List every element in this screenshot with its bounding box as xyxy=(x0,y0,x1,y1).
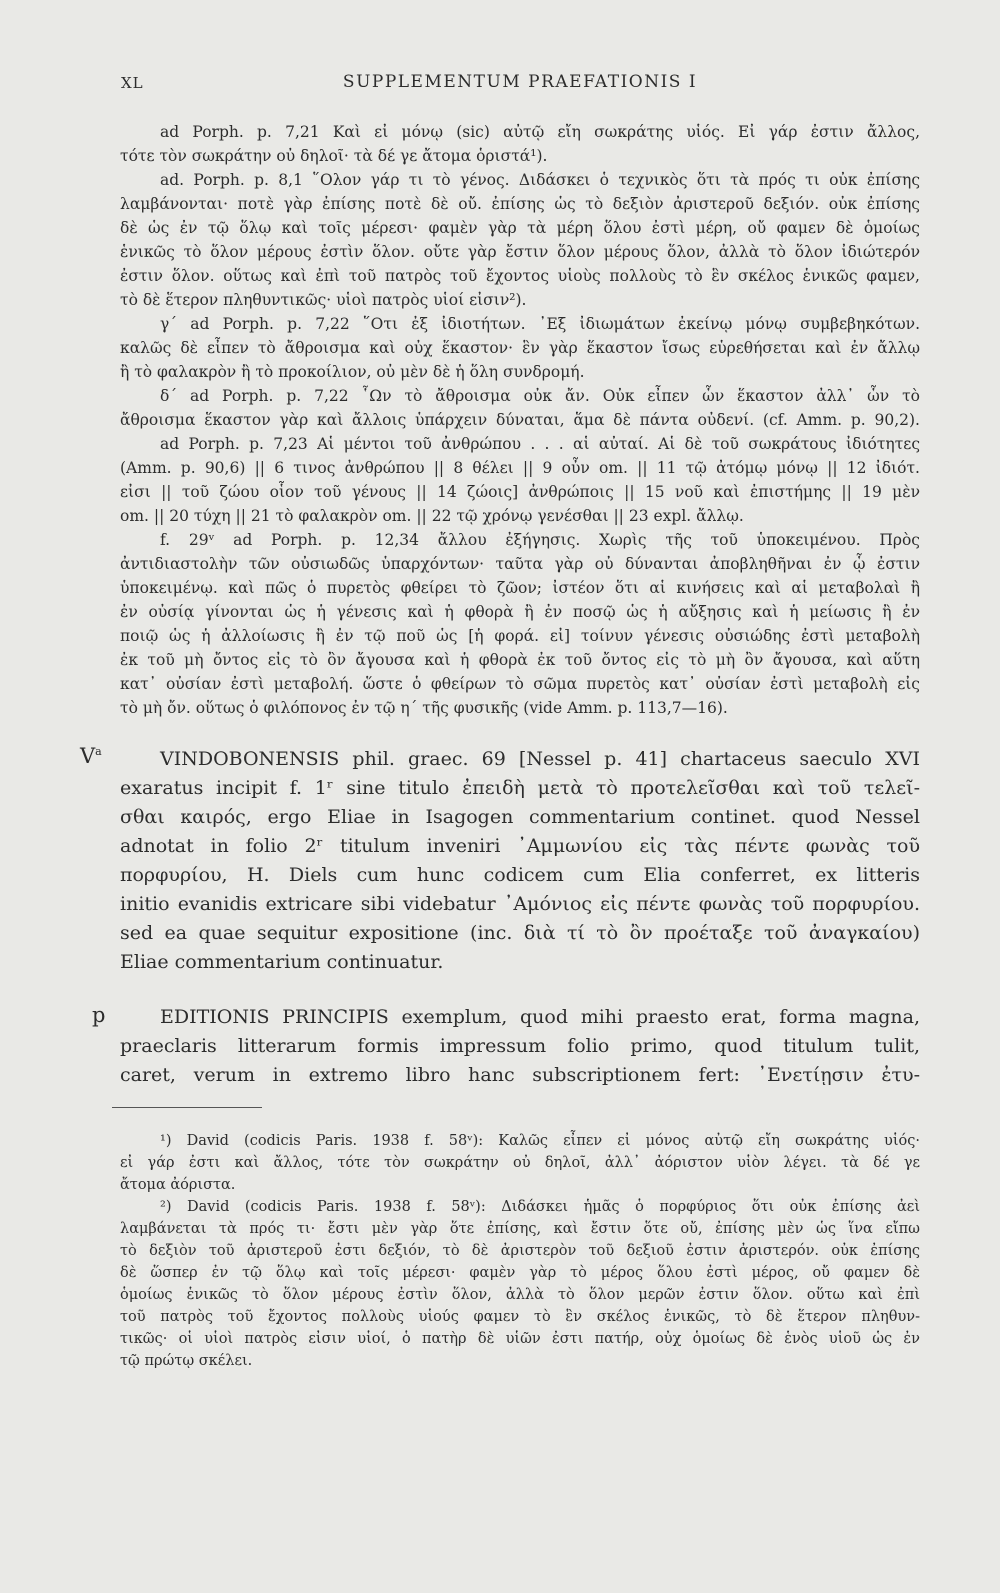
scholia-line: λαμβάνονται· ποτὲ γὰρ ἐπίσης ποτὲ δὲ οὔ. ἐπίσης ὡς τὸ δεξιὸν ἀριστεροῦ δεξιόν. οὐκ ἐπίσης xyxy=(120,195,920,213)
vindobonensis-line: initio evanidis extricare sibi videbatur ᾿Αμόνιος εἰς πέντε φωνὰς τοῦ πορφυρίου. xyxy=(120,893,920,915)
scholia-line: ad Porph. p. 7,23 Αἱ μέντοι τοῦ ἀνθρώπου . . . αἱ αὐταί. Αἱ δὲ τοῦ σωκράτους ἰδιότητες xyxy=(160,435,920,453)
footnote-line: δὲ ὥσπερ ἐν τῷ ὅλῳ καὶ τοῖς μέρεσι· φαμὲν γὰρ τὸ μέρος ὅλου ἐστὶ μέρος, οὔ φαμεν δὲ xyxy=(120,1265,920,1281)
editio-line: EDITIONIS PRINCIPIS exemplum, quod mihi praesto erat, forma magna, xyxy=(160,1006,920,1028)
footnote-line: ὁμοίως ἑνικῶς τὸ ὅλον μέρους ἐστὶν ὅλον, ἀλλὰ τὸ ὅλον μερῶν ἐστιν ὅλον. οὕτω καὶ ἐπὶ xyxy=(120,1287,920,1303)
page-number: XL xyxy=(121,74,144,92)
vindobonensis-line: sed ea quae sequitur expositione (inc. διὰ τί τὸ ὂν προέταξε τοῦ ἀναγκαίου) xyxy=(120,922,920,944)
editio-line: caret, verum in extremo libro hanc subscriptionem fert: ᾿Ενετίῃσιν ἐτυ- xyxy=(120,1064,920,1086)
scholia-line: ἀντιδιαστολὴν τῶν οὐσιωδῶς ὑπαρχόντων· ταῦτα γὰρ οὐ δύνανται ἀποβληθῆναι ἐν ᾧ ἐστιν xyxy=(120,555,920,573)
scholia-line: ποιῷ ὡς ἡ ἀλλοίωσις ἢ ἐν τῷ ποῦ ὡς [ἡ φορά. εἰ] τοίνυν γένεσις οὐσιώδης ἐστὶ μεταβολὴ xyxy=(120,627,920,645)
footnotes-section xyxy=(120,1130,920,1372)
editio-line: praeclaris litterarum formis impressum folio primo, quod titulum tulit, xyxy=(120,1035,920,1057)
scholia-line: f. 29ᵛ ad Porph. p. 12,34 ἄλλου ἐξήγησις. Χωρὶς τῆς τοῦ ὑποκειμένου. Πρὸς xyxy=(160,531,920,549)
vindobonensis-line: Eliae commentarium continuatur. xyxy=(120,951,444,973)
vindobonensis-line: exaratus incipit f. 1ʳ sine titulo ἐπειδὴ μετὰ τὸ προτελεῖσθαι καὶ τοῦ τελεῖ- xyxy=(120,777,920,799)
scholia-line: καλῶς δὲ εἶπεν τὸ ἄθροισμα καὶ οὐχ ἕκαστον· ἓν γὰρ ἕκαστον ἴσως εὑρεθήσεται καὶ ἐν ἄλλῳ xyxy=(120,339,920,357)
scholia-line: ἐστιν ὅλον. οὕτως καὶ ἐπὶ τοῦ πατρὸς τοῦ ἔχοντος υἱοὺς πολλοὺς τὸ ἓν σκέλος ἑνικῶς φαμεν, xyxy=(120,267,920,285)
scholia-line: τὸ μὴ ὄν. οὕτως ὁ φιλόπονος ἐν τῷ η΄ τῆς φυσικῆς (vide Amm. p. 113,7—16). xyxy=(120,699,728,717)
footnote-line: ²) David (codicis Paris. 1938 f. 58ᵛ): Διδάσκει ἡμᾶς ὁ πορφύριος ὅτι οὐκ ἐπίσης ἀεὶ xyxy=(160,1199,920,1215)
siglum-vindobonensis: $V^a$ xyxy=(80,744,102,768)
footnote-line: τῷ πρώτῳ σκέλει. xyxy=(120,1353,253,1369)
vindobonensis-paragraph xyxy=(120,745,920,977)
siglum-editio: p xyxy=(92,1003,106,1027)
footnote-line: τὸ δεξιὸν τοῦ ἀριστεροῦ ἐστι δεξιόν, τὸ δὲ ἀριστερὸν τοῦ δεξιοῦ ἐστιν ἀριστερόν. οὐκ ἐπίσης xyxy=(120,1243,920,1259)
scholia-line: ἐν οὐσίᾳ γίνονται ὡς ἡ γένεσις καὶ ἡ φθορὰ ἢ ἐν ποσῷ ὡς ἡ αὔξησις καὶ ἡ μείωσις ἢ ἐν xyxy=(120,603,920,621)
scholia-line: τότε τὸν σωκράτην οὐ δηλοῖ· τὰ δέ γε ἄτομα ὁριστά¹). xyxy=(120,147,548,165)
footnote-line: ¹) David (codicis Paris. 1938 f. 58ᵛ): Καλῶς εἶπεν εἰ μόνος αὐτῷ εἴη σωκράτης υἱός· xyxy=(160,1133,920,1149)
scholia-line: ἐκ τοῦ μὴ ὄντος εἰς τὸ ὂν ἄγουσα καὶ ἡ φθορὰ ἐκ τοῦ ὄντος εἰς τὸ μὴ ὂν ἄγουσα, καὶ αὕτη xyxy=(120,651,920,669)
vindobonensis-line: VINDOBONENSIS phil. graec. 69 [Nessel p. 41] chartaceus saeculo XVI xyxy=(160,748,920,770)
scholia-line: (Amm. p. 90,6) || 6 τινος ἀνθρώπου || 8 θέλει || 9 οὖν om. || 11 τῷ ἀτόμῳ μόνῳ || 12 ἰδιότ. xyxy=(120,459,920,477)
scholia-line: ad. Porph. p. 8,1 ῞Ολον γάρ τι τὸ γένος. Διδάσκει ὁ τεχνικὸς ὅτι τὰ πρός τι οὐκ ἐπίσης xyxy=(160,171,920,189)
footnote-line: τικῶς· οἱ υἱοὶ πατρὸς εἰσιν υἱοί, ὁ πατὴρ δὲ υἱῶν ἐστι πατήρ, οὐχ ὁμοίως δὲ ἑνὸς υἱοῦ ὡς ἐν xyxy=(120,1331,920,1347)
scholia-line: ἄθροισμα ἕκαστον γὰρ καὶ ἄλλοις ὑπάρχειν δύναται, ἅμα δὲ πάντα οὐδενί. (cf. Amm. p. 90,2). xyxy=(120,411,920,429)
running-title: SUPPLEMENTUM PRAEFATIONIS I xyxy=(342,72,698,92)
footnote-line: εἰ γάρ ἐστι καὶ ἄλλος, τότε τὸν σωκράτην οὐ δηλοῖ, ἀλλ᾿ ἀόριστον υἱὸν λέγει. τὰ δέ γε xyxy=(120,1155,920,1171)
vindobonensis-line: σθαι καιρός, ergo Eliae in Isagogen commentarium continet. quod Nessel xyxy=(120,806,920,828)
page-header xyxy=(0,70,1000,100)
vindobonensis-line: πορφυρίου, H. Diels cum hunc codicem cum Elia conferret, ex litteris xyxy=(120,864,920,886)
editio-paragraph xyxy=(120,1003,920,1090)
scholia-line: εἰσι || τοῦ ζώου οἷον τοῦ γένους || 14 ζώοις] ἀνθρώποις || 15 νοῦ καὶ ἐπιστήμης || 19 μὲν xyxy=(120,483,920,501)
footnote-rule xyxy=(112,1107,262,1108)
scholia-line: ὑποκειμένῳ. καὶ πῶς ὁ πυρετὸς φθείρει τὸ ζῶον; ἰστέον ὅτι αἱ κινήσεις καὶ αἱ μεταβολαὶ ἢ xyxy=(120,579,920,597)
scholia-line: γ΄ ad Porph. p. 7,22 ῞Οτι ἐξ ἰδιοτήτων. ᾿Εξ ἰδιωμάτων ἐκείνῳ μόνῳ συμβεβηκότων. xyxy=(160,315,920,333)
vindobonensis-line: adnotat in folio 2ʳ titulum inveniri ᾿Αμμωνίου εἰς τὰς πέντε φωνὰς τοῦ xyxy=(120,835,920,857)
scholia-line: ἑνικῶς τὸ ὅλον μέρους ἐστὶν ὅλον. οὔτε γὰρ ἔστιν ὅλον μέρους ὅλον, ἀλλὰ τὸ ὅλον ἰδιώτερόν xyxy=(120,243,920,261)
scholia-line: om. || 20 τύχη || 21 τὸ φαλακρὸν om. || 22 τῷ χρόνῳ γενέσθαι || 23 expl. ἄλλῳ. xyxy=(120,507,744,525)
scholia-line: τὸ δὲ ἕτερον πληθυντικῶς· υἱοὶ πατρὸς υἱοί εἰσιν²). xyxy=(120,291,527,309)
scholia-line: ad Porph. p. 7,21 Καὶ εἰ μόνῳ (sic) αὐτῷ εἴη σωκράτης υἱός. Εἰ γάρ ἐστιν ἄλλος, xyxy=(160,123,920,141)
footnote-line: τοῦ πατρὸς τοῦ ἔχοντος πολλοὺς υἱούς φαμεν τὸ ἓν σκέλος ἑνικῶς, τὸ δὲ ἕτερον πληθυν- xyxy=(120,1309,920,1325)
footnote-line: ἄτομα ἀόριστα. xyxy=(120,1177,236,1193)
footnote-line: λαμβάνεται τὰ πρός τι· ἔστι μὲν γὰρ ὅτε ἐπίσης, καὶ ἔστιν ὅτε οὔ, ἐπίσης μὲν ὡς ἵνα εἴπω xyxy=(120,1221,920,1237)
scholia-line: ἢ τὸ φαλακρὸν ἢ τὸ προκοίλιον, οὐ μὲν δὲ ἡ ὅλη συνδρομή. xyxy=(120,363,585,381)
scholia-line: δ΄ ad Porph. p. 7,22 ῟Ων τὸ ἄθροισμα οὐκ ἄν. Οὐκ εἶπεν ὧν ἕκαστον ἀλλ᾿ ὧν τὸ xyxy=(160,387,920,405)
scholia-section xyxy=(120,120,920,720)
scholia-line: κατ᾿ οὐσίαν ἐστὶ μεταβολή. ὥστε ὁ φθείρων τὸ σῶμα πυρετὸς κατ᾿ οὐσίαν ἐστὶ μεταβολὴ εἰς xyxy=(120,675,920,693)
scholia-line: δὲ ὡς ἐν τῷ ὅλῳ καὶ τοῖς μέρεσι· φαμὲν γὰρ τὰ μέρη ὅλου ἐστὶ μέρη, οὔ φαμεν δὲ ὁμοίως xyxy=(120,219,920,237)
